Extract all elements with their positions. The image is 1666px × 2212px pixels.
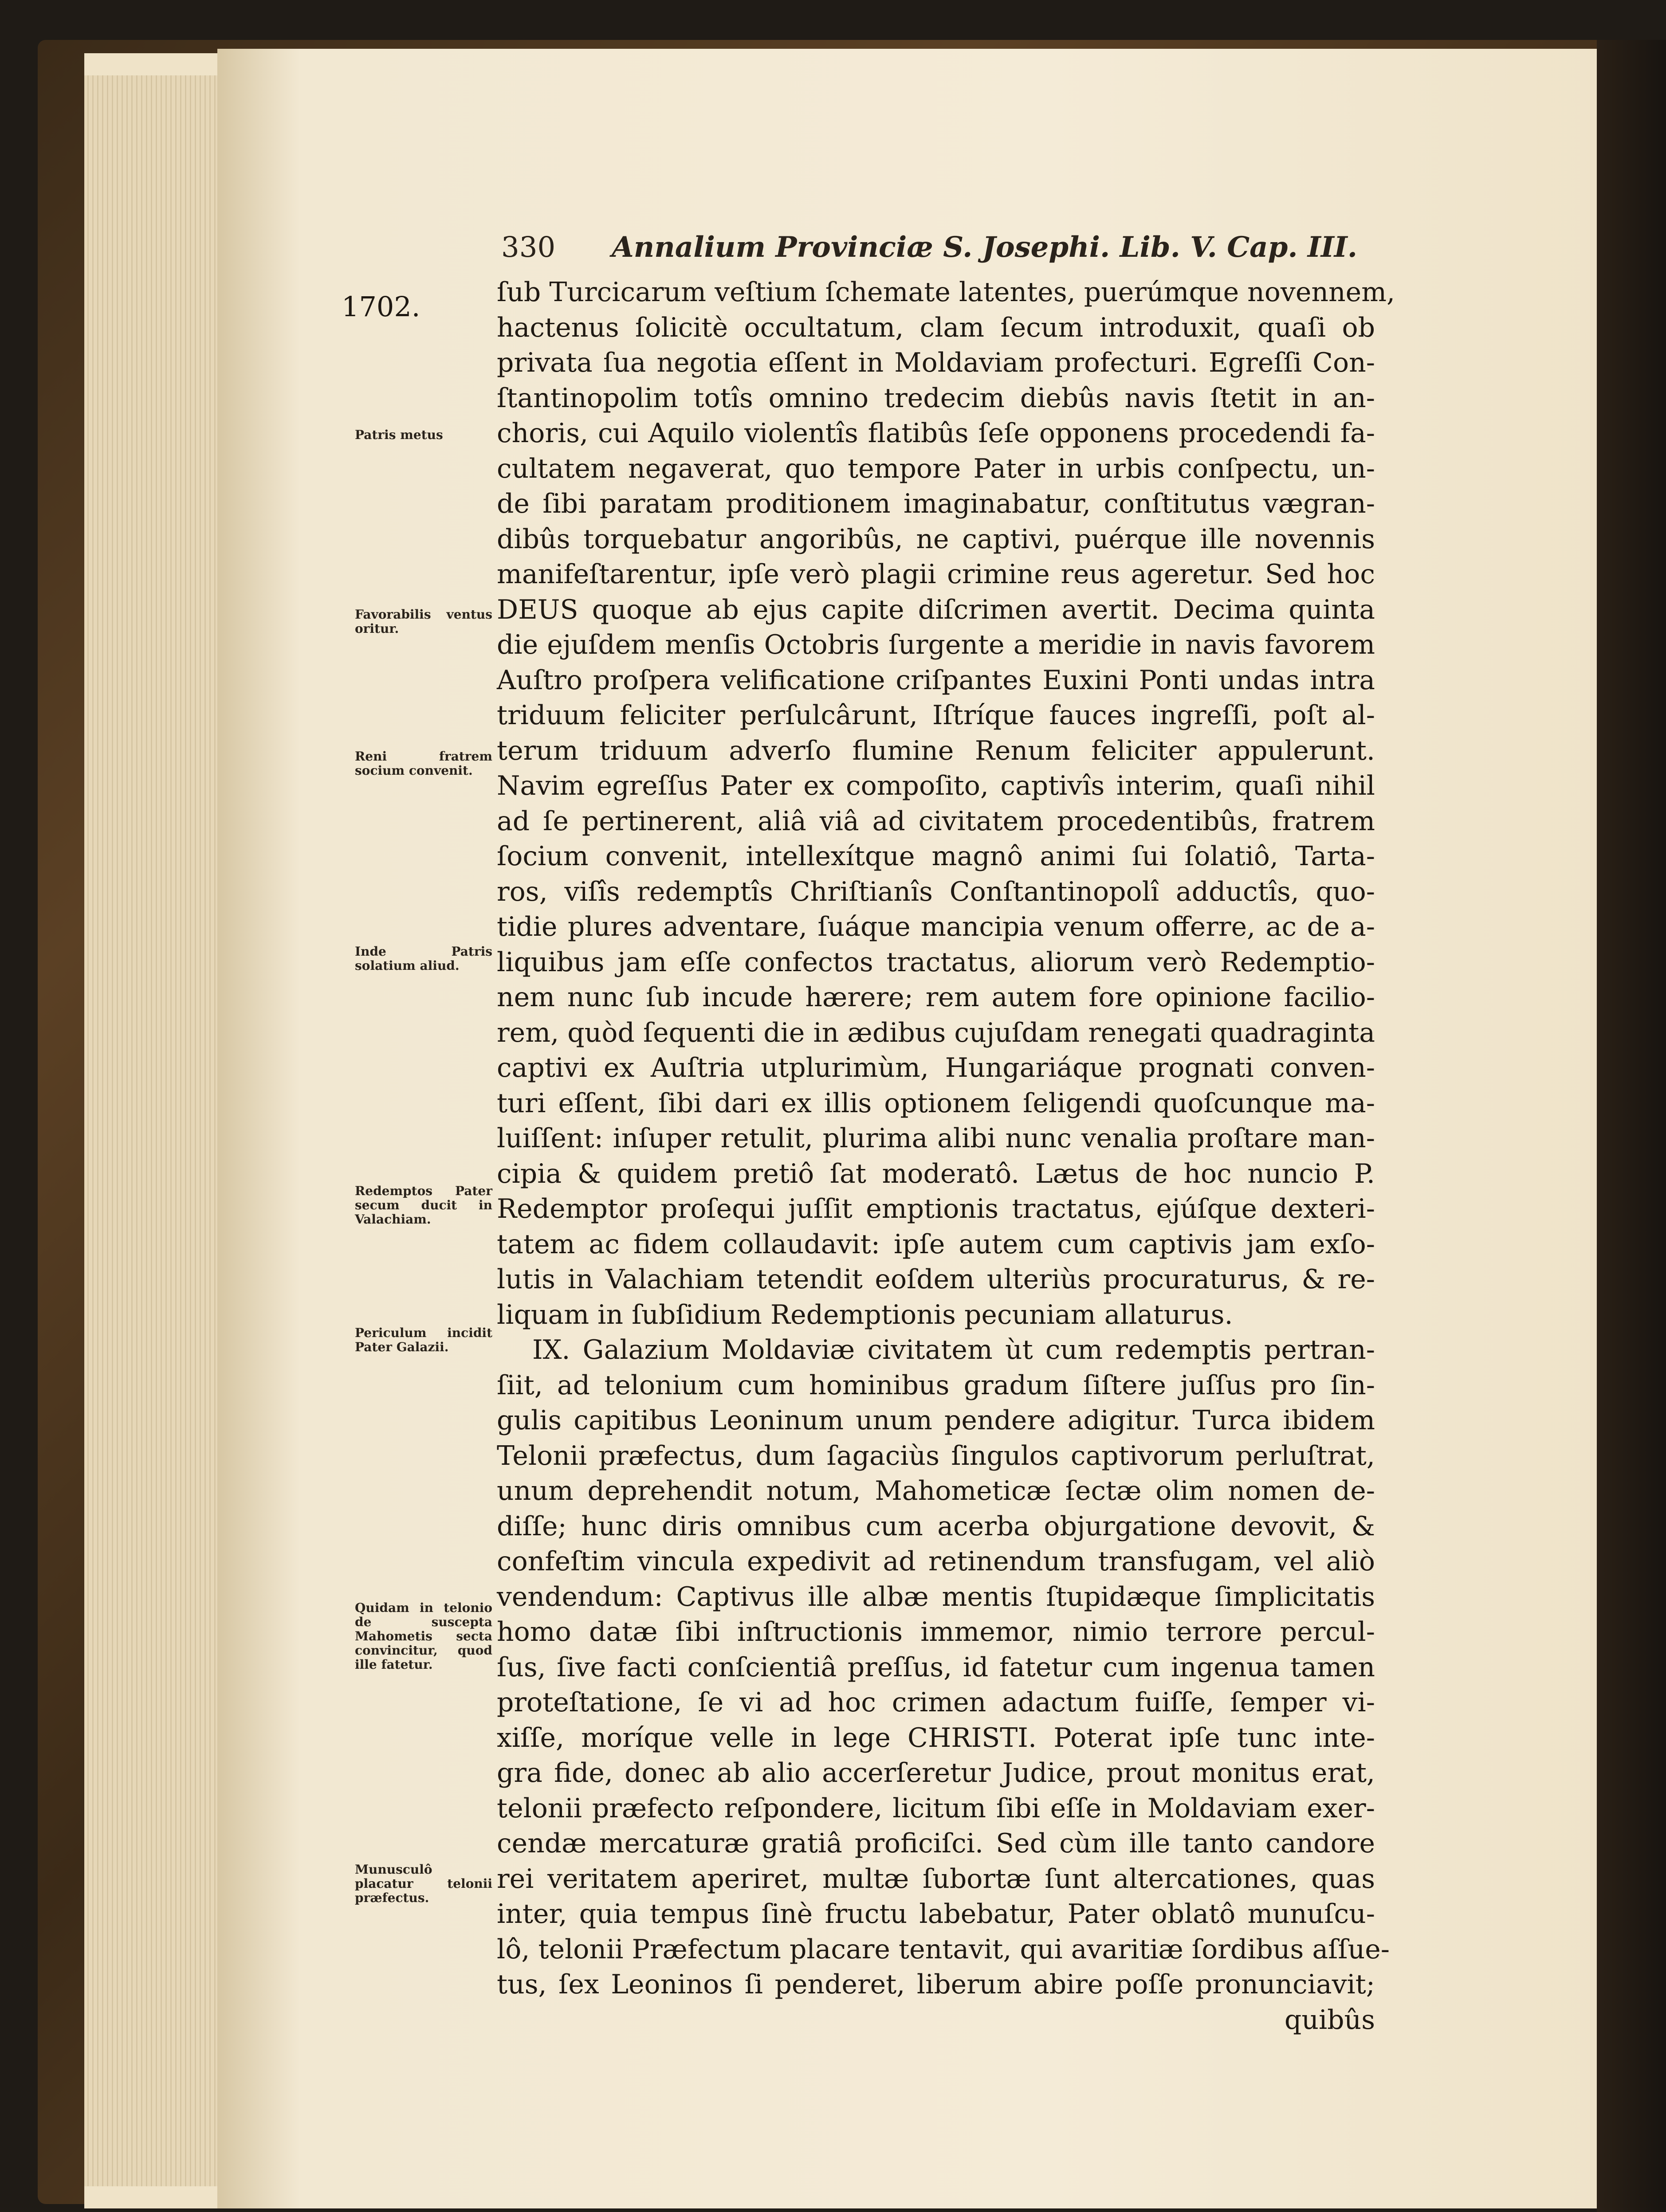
text-line: Navim egreſſus Pater ex compoſito, captivîs interim, quaſi nihil <box>497 770 1375 801</box>
margin-note: Inde Patris solatium aliud. <box>355 944 492 973</box>
text-line: unum deprehendit notum, Mahometicæ ſectæ olim nomen de- <box>497 1475 1375 1506</box>
text-line: hactenus ſolicitè occultatum, clam ſecum introduxit, quaſi ob <box>497 312 1375 343</box>
text-line: captivi ex Auſtria utplurimùm, Hungariáque prognati conven- <box>497 1052 1375 1083</box>
text-line: diſſe; hunc diris omnibus cum acerba objurgatione devovit, & <box>497 1510 1375 1542</box>
text-line: ſocium convenit, intellexítque magnô animi ſui ſolatiô, Tarta- <box>497 841 1375 872</box>
text-line: turi eſſent, ſibi dari ex illis optionem ſeligendi quoſcunque ma- <box>497 1087 1375 1119</box>
text-line: Auſtro proſpera velificatione criſpantes Euxini Ponti undas intra <box>497 664 1375 696</box>
text-line: ſub Turcicarum veſtium ſchemate latentes, puerúmque novennem, <box>497 277 1395 308</box>
text-line: lutis in Valachiam tetendit eoſdem ulteriùs procuraturus, & re- <box>497 1264 1375 1295</box>
text-line: nem nunc ſub incude hærere; rem autem fore opinione facilio- <box>497 982 1375 1013</box>
text-line: rei veritatem aperiret, multæ ſubortæ ſunt altercationes, quas <box>497 1863 1375 1894</box>
text-line: liquibus jam eſſe confectos tractatus, aliorum verò Redemptio- <box>497 946 1375 978</box>
running-title: Annalium Provinciæ S. Josephi. Lib. V. Cap. III. <box>612 231 1357 264</box>
text-line: Redemptor proſequi juſſit emptionis tractatus, ejúſque dexteri- <box>497 1193 1375 1224</box>
text-line: confeſtim vincula expedivit ad retinendum transfugam, vel aliò <box>497 1546 1375 1577</box>
page-number: 330 <box>501 231 556 264</box>
text-line: ad ſe pertinerent, aliâ viâ ad civitatem procedentibûs, fratrem <box>497 805 1375 837</box>
page-header <box>501 231 1357 266</box>
text-line: IX. Galazium Moldaviæ civitatem ùt cum redemptis pertran- <box>532 1334 1375 1365</box>
text-line: ſiit, ad telonium cum hominibus gradum ſiſtere juſſus pro ſin- <box>497 1369 1375 1401</box>
text-line: proteſtatione, ſe vi ad hoc crimen adactum fuiſſe, ſemper vi- <box>497 1687 1375 1718</box>
text-line: cultatem negaverat, quo tempore Pater in urbis conſpectu, un- <box>497 453 1375 484</box>
text-line: die ejuſdem menſis Octobris ſurgente a meridie in navis favorem <box>497 629 1375 660</box>
text-line: xiſſe, moríque velle in lege CHRISTI. Poterat ipſe tunc inte- <box>497 1722 1375 1753</box>
text-line: ſus, ſive facti conſcientiâ preſſus, id fatetur cum ingenua tamen <box>497 1651 1375 1683</box>
text-line: vendendum: Captivus ille albæ mentis ſtupidæque ſimplicitatis <box>497 1581 1375 1612</box>
body-text <box>497 275 1395 2038</box>
text-line: homo datæ ſibi inſtructionis immemor, nimio terrore percul- <box>497 1616 1375 1647</box>
text-line: terum triduum adverſo flumine Renum feliciter appulerunt. <box>497 735 1375 766</box>
text-line: liquam in ſubſidium Redemptionis pecuniam allaturus. <box>497 1299 1233 1330</box>
text-line: telonii præfecto reſpondere, licitum ſibi eſſe in Moldaviam exer- <box>497 1792 1375 1824</box>
margin-note: Favorabilis ventus oritur. <box>355 607 492 636</box>
gutter-shadow <box>1597 40 1666 2212</box>
text-line: manifeſtarentur, ipſe verò plagii crimine reus ageretur. Sed hoc <box>497 559 1375 590</box>
margin-note: Redemptos Pater secum ducit in Valachiam. <box>355 1184 492 1227</box>
margin-note: Munusculô placatur telonii præfectus. <box>355 1862 492 1905</box>
margin-note: Patris metus <box>355 427 443 442</box>
text-line: gra fide, donec ab alio accerſeretur Judice, prout monitus erat, <box>497 1757 1375 1788</box>
catchword: quibûs <box>1284 2004 1375 2036</box>
text-line: tus, ſex Leoninos ſi penderet, liberum abire poſſe pronunciavit; <box>497 1969 1375 2000</box>
text-line: tatem ac fidem collaudavit: ipſe autem cum captivis jam exſo- <box>497 1228 1375 1260</box>
margin-note: Quidam in telonio de suscepta Mahometis secta convincitur, quod ille fatetur. <box>355 1600 492 1672</box>
margin-note: Reni fratrem socium convenit. <box>355 749 492 778</box>
text-line: dibûs torquebatur angoribûs, ne captivi, puérque ille novennis <box>497 523 1375 555</box>
text-line: DEUS quoque ab ejus capite diſcrimen avertit. Decima quinta <box>497 594 1375 625</box>
page-edges <box>84 75 231 2186</box>
text-line: de ſibi paratam proditionem imaginabatur, conſtitutus vægran- <box>497 488 1375 519</box>
text-line: ſtantinopolim totîs omnino tredecim diebûs navis ſtetit in an- <box>497 382 1375 414</box>
text-line: inter, quia tempus ſinè fructu labebatur, Pater oblatô munuſcu- <box>497 1898 1375 1930</box>
text-line: rem, quòd ſequenti die in ædibus cujuſdam renegati quadraginta <box>497 1017 1375 1048</box>
text-line: cipia & quidem pretiô ſat moderatô. Lætus de hoc nuncio P. <box>497 1158 1375 1189</box>
text-line: choris, cui Aquilo violentîs flatibûs ſeſe opponens procedendi fa- <box>497 418 1375 449</box>
text-line: ros, viſîs redemptîs Chriſtianîs Conſtantinopolî adductîs, quo- <box>497 876 1375 907</box>
text-line: privata ſua negotia eſſent in Moldaviam profecturi. Egreſſi Con- <box>497 347 1375 378</box>
text-line: lô, telonii Præfectum placare tentavit, qui avaritiæ ſordibus aſſue- <box>497 1934 1390 1965</box>
text-line: cendæ mercaturæ gratiâ proficiſci. Sed cùm ille tanto candore <box>497 1828 1375 1859</box>
year-marker: 1702. <box>342 290 420 323</box>
margin-note: Periculum incidit Pater Galazii. <box>355 1326 492 1354</box>
text-line: tidie plures adventare, ſuáque mancipia venum offerre, ac de a- <box>497 911 1375 942</box>
text-line: luiſſent: inſuper retulit, plurima alibi nunc venalia proſtare man- <box>497 1123 1375 1154</box>
text-line: triduum feliciter perſulcârunt, Iſtríque fauces ingreſſi, poſt al- <box>497 700 1375 731</box>
text-line: Telonii præfectus, dum ſagaciùs ſingulos captivorum perluſtrat, <box>497 1440 1375 1471</box>
text-line: gulis capitibus Leoninum unum pendere adigitur. Turca ibidem <box>497 1405 1375 1436</box>
